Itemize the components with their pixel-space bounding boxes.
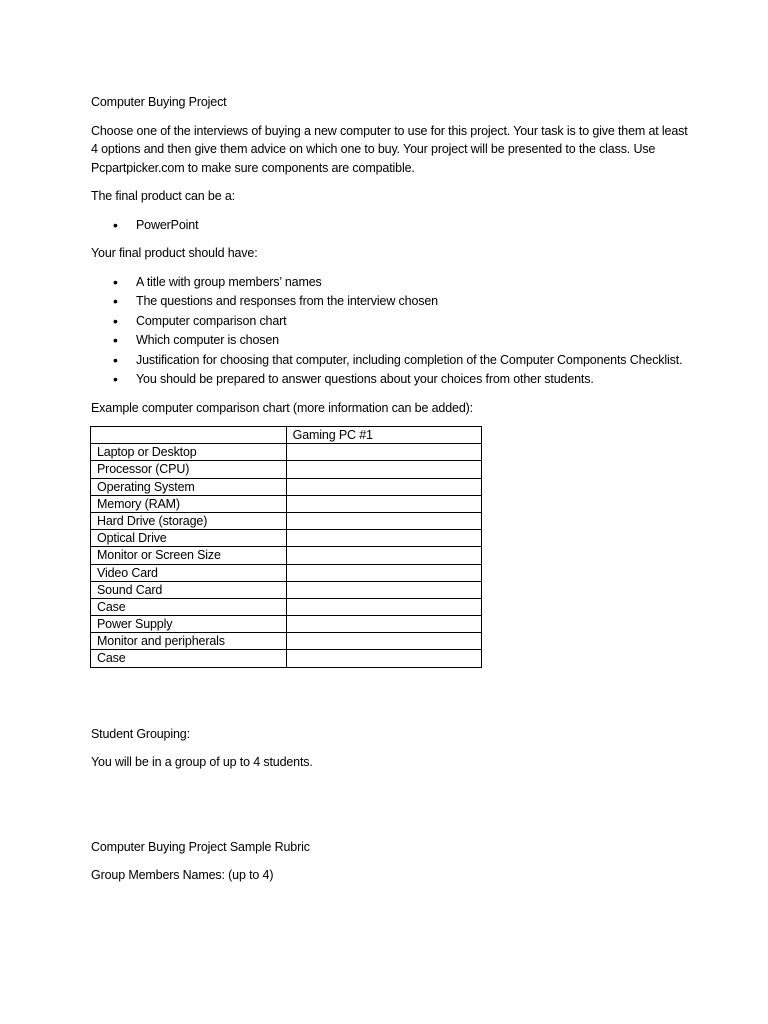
- rubric-title: Computer Buying Project Sample Rubric: [91, 839, 310, 854]
- should-have-list: [91, 273, 691, 389]
- table-row-label: Case: [91, 650, 287, 667]
- table-row: [91, 444, 482, 461]
- table-row-label: Power Supply: [91, 616, 287, 633]
- table-cell: [286, 650, 481, 667]
- table-row-label: Monitor and peripherals: [91, 633, 287, 650]
- table-cell: [286, 581, 481, 598]
- table-row-label: Laptop or Desktop: [91, 444, 287, 461]
- spacer: [91, 668, 691, 725]
- table-row-label: Sound Card: [91, 581, 287, 598]
- table-row-label: Processor (CPU): [91, 461, 287, 478]
- table-cell: [286, 616, 481, 633]
- student-grouping-text: You will be in a group of up to 4 students.: [91, 755, 313, 770]
- table-header-row: [91, 427, 482, 444]
- table-cell: [286, 444, 481, 461]
- table-cell: [286, 495, 481, 512]
- table-cell: [286, 512, 481, 529]
- table-row: [91, 530, 482, 547]
- comparison-table: [90, 426, 482, 668]
- should-have-item: • The questions and responses from the interview chosen: [91, 292, 691, 311]
- table-row: [91, 495, 482, 512]
- table-row: [91, 478, 482, 495]
- final-product-label: The final product can be a:: [91, 189, 235, 203]
- final-product-list: [91, 216, 691, 235]
- should-have-item: • Computer comparison chart: [91, 312, 691, 331]
- table-row-label: Hard Drive (storage): [91, 512, 287, 529]
- table-row: [91, 461, 482, 478]
- table-cell: [286, 547, 481, 564]
- table-row: [91, 598, 482, 615]
- intro-paragraph: Choose one of the interviews of buying a new computer to use for this project. Your task is to give them at least 4 options and then give them advice on which one to buy. Your project will be presented to the class. Use Pcpartpicker.com to make sure components are compatible.: [91, 123, 688, 175]
- table-row: [91, 581, 482, 598]
- table-header-cell: Gaming PC #1: [286, 427, 481, 444]
- table-row-label: Memory (RAM): [91, 495, 287, 512]
- table-header-cell: [91, 427, 287, 444]
- should-have-item: • Justification for choosing that computer, including completion of the Computer Components Checklist.: [91, 351, 691, 370]
- student-grouping-label: Student Grouping:: [91, 726, 190, 741]
- should-have-item: • A title with group members’ names: [91, 273, 691, 292]
- should-have-item: • You should be prepared to answer questions about your choices from other students.: [91, 370, 691, 389]
- table-cell: [286, 478, 481, 495]
- group-members-label: Group Members Names: (up to 4): [91, 868, 274, 883]
- spacer: [91, 772, 691, 838]
- table-row: [91, 650, 482, 667]
- table-row: [91, 547, 482, 564]
- table-cell: [286, 598, 481, 615]
- table-row: [91, 633, 482, 650]
- document-body: [91, 93, 691, 885]
- table-cell: [286, 564, 481, 581]
- table-row-label: Video Card: [91, 564, 287, 581]
- table-row-label: Case: [91, 598, 287, 615]
- table-cell: [286, 633, 481, 650]
- table-cell: [286, 530, 481, 547]
- table-cell: [286, 461, 481, 478]
- table-row: [91, 616, 482, 633]
- table-row-label: Operating System: [91, 478, 287, 495]
- table-row-label: Monitor or Screen Size: [91, 547, 287, 564]
- chart-label: Example computer comparison chart (more information can be added):: [91, 400, 473, 415]
- document-title: Computer Buying Project: [91, 95, 227, 109]
- should-have-item: • Which computer is chosen: [91, 331, 691, 350]
- table-row: [91, 512, 482, 529]
- should-have-label: Your final product should have:: [91, 246, 258, 260]
- final-product-option: • PowerPoint: [91, 216, 691, 235]
- table-row: [91, 564, 482, 581]
- table-row-label: Optical Drive: [91, 530, 287, 547]
